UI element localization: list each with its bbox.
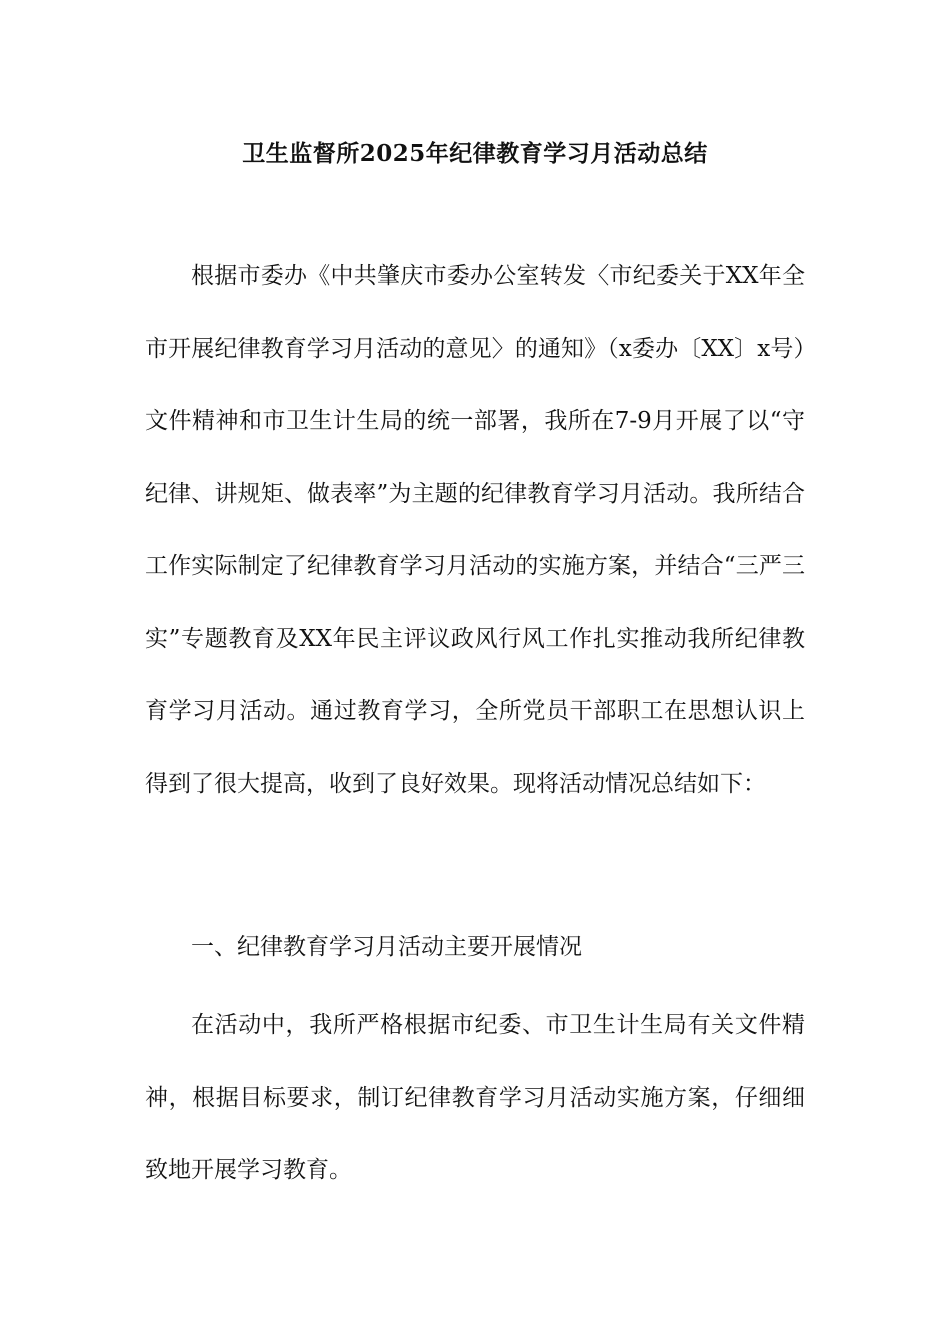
body-paragraph-activities: 在活动中，我所严格根据市纪委、市卫生计生局有关文件精神，根据目标要求，制订纪律教育学习月活动实施方案，仔细细致地开展学习教育。 bbox=[145, 1012, 805, 1183]
document-title: 卫生监督所2025年纪律教育学习月活动总结 bbox=[242, 140, 708, 167]
section-heading: 一、纪律教育学习月活动主要开展情况 bbox=[191, 934, 582, 960]
body-paragraph-intro: 根据市委办《中共肇庆市委办公室转发〈市纪委关于XX年全市开展纪律教育学习月活动的意见〉的通知》（x委办〔XX〕x号）文件精神和市卫生计生局的统一部署，我所在7-9月开展了以“守纪律、讲规矩、做表率”为主题的纪律教育学习月活动。我所结合工作实际制定了纪律教育学习月活动的实施方案，并结合“三严三实”专题教育及XX年民主评议政风行风工作扎实推动我所纪律教育学习月活动。通过教育学习，全所党员干部职工在思想认识上得到了很大提高，收到了良好效果。现将活动情况总结如下： bbox=[145, 263, 805, 797]
